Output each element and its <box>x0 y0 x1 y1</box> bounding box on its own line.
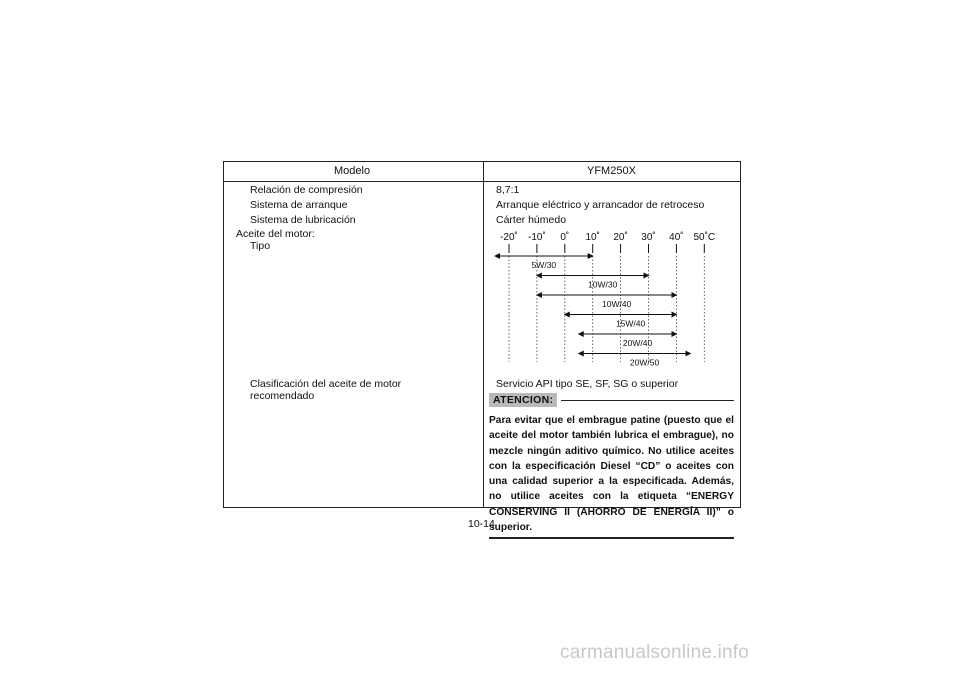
grade-label: 10W/40 <box>602 299 632 309</box>
grade-label: 10W/30 <box>588 279 618 290</box>
oil-viscosity-chart <box>492 230 740 378</box>
header-value: YFM250X <box>587 165 636 177</box>
row-label-starting: Sistema de arranque <box>250 199 348 211</box>
row-label-lubrication: Sistema de lubricación <box>250 214 356 226</box>
grade-label: 20W/40 <box>622 338 653 348</box>
oil-classification-label-1: Clasificación del aceite de motor <box>250 378 402 390</box>
temperature-tick-label: 0˚ <box>560 232 570 243</box>
row-value-compression: 8,7:1 <box>496 184 520 196</box>
grade-label: 15W/40 <box>615 318 646 329</box>
page-number: 10-14 <box>468 518 495 530</box>
oil-chart-svg <box>492 230 740 378</box>
row-value-lubrication: Cárter húmedo <box>496 214 567 226</box>
row-value-starting: Arranque eléctrico y arrancador de retroceso <box>496 199 705 211</box>
temperature-tick-label: 50˚C <box>693 232 716 243</box>
header-model: Modelo <box>334 165 371 177</box>
grade-label: 20W/50 <box>629 357 660 368</box>
temperature-tick-label: 20˚ <box>613 232 628 243</box>
row-label-compression: Relación de compresión <box>250 184 363 196</box>
column-divider <box>483 162 484 507</box>
engine-oil-label: Aceite del motor: <box>236 228 315 240</box>
oil-type-label: Tipo <box>250 240 271 252</box>
attention-bottom-rule <box>489 537 734 539</box>
grade-label: 5W/30 <box>531 260 557 270</box>
attention-header <box>489 393 734 407</box>
oil-classification-label-2: recomendado <box>250 390 315 402</box>
temperature-tick-label: -20˚ <box>500 232 518 243</box>
temperature-tick-label: 10˚ <box>585 232 600 243</box>
header-divider <box>224 181 740 182</box>
attention-label: ATENCION: <box>489 393 557 407</box>
attention-body: Para evitar que el embrague patine (puesto que el aceite del motor también lubrica el embrague), no mezcle ningún aditivo químico. No utilice aceites con la especificación Diesel “CD” o aceites con una calidad superior a la especificada. Además, no utilice aceites con la etiqueta “ENERGY CONSERVING II (AHORRO DE ENERGÍA II)” o superior. <box>489 415 734 534</box>
attention-block <box>489 393 734 539</box>
attention-rule <box>561 400 734 401</box>
temperature-tick-label: -10˚ <box>528 232 546 243</box>
oil-classification-value: Servicio API tipo SE, SF, SG o superior <box>496 378 679 390</box>
watermark: carmanualsonline.info <box>560 642 750 663</box>
temperature-tick-label: 40˚ <box>669 232 684 243</box>
temperature-tick-label: 30˚ <box>641 232 656 243</box>
